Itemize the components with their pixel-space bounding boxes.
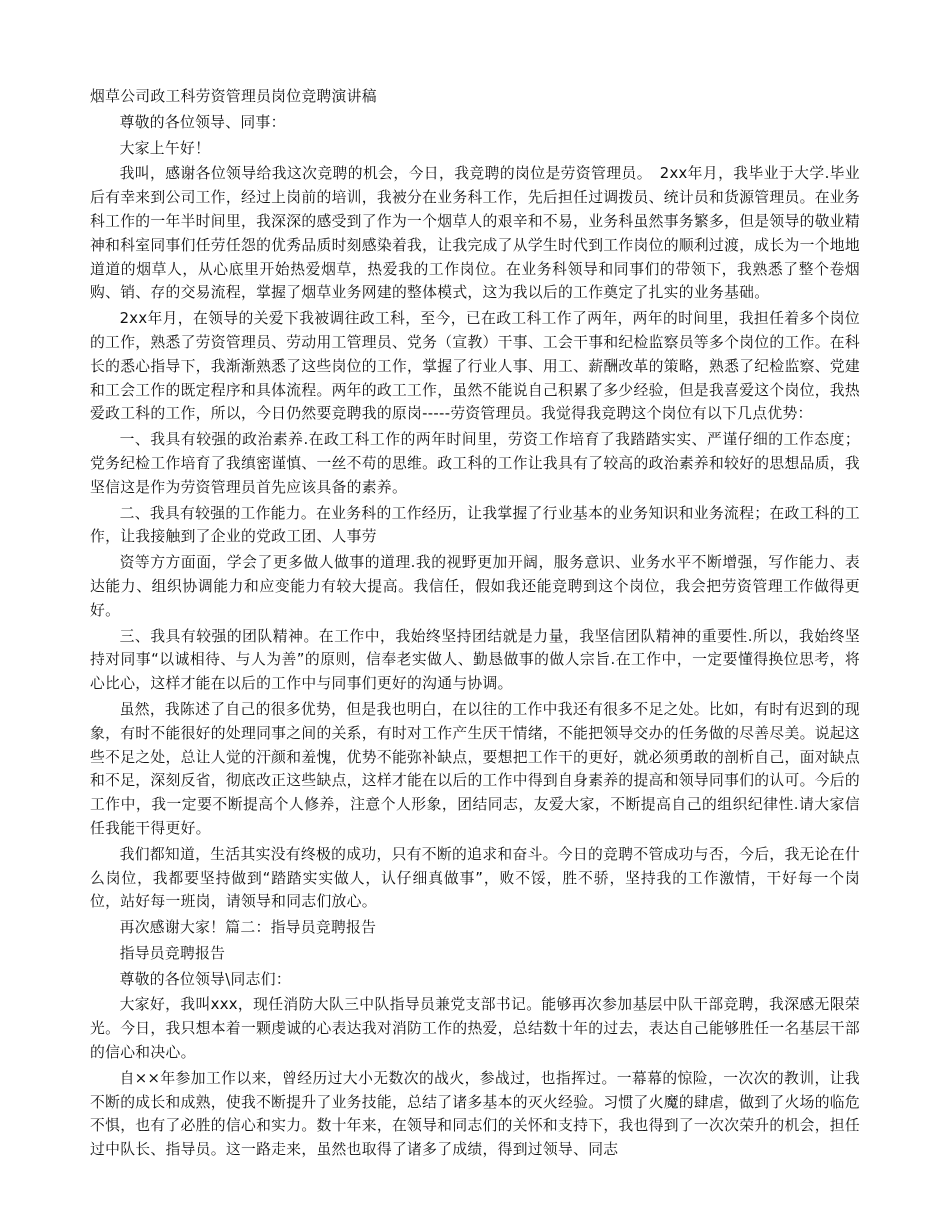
paragraph: 自××年参加工作以来，曾经历过大小无数次的战火，参战过，也指挥过。一幕幕的惊险，一次次的教训，让我不断的成长和成熟，使我不断提升了业务技能，总结了诸多基本的灭火经验。习惯了火魔的肆虐，做到了火场的临危不惧，也有了必胜的信心和实力。数十年来，在领导和同志们的关怀和支持下，我也得到了一次次荣升的机会，担任过中队长、指导员。这一路走来，虽然也取得了诸多了成绩，得到过领导、同志	[90, 1069, 860, 1159]
paragraph: 大家好，我叫xxx，现任消防大队三中队指导员兼党支部书记。能够再次参加基层中队干部竞聘，我深感无限荣光。今日，我只想本着一颗虔诚的心表达我对消防工作的热爱，总结数十年的过去，表达自己能够胜任一名基层干部的信心和决心。	[90, 996, 860, 1062]
paragraph: 资等方方面面，学会了更多做人做事的道理.我的视野更加开阔，服务意识、业务水平不断增强，写作能力、表达能力、组织协调能力和应变能力有较大提高。我信任，假如我还能竞聘到这个岗位，我会把劳资管理工作做得更好。	[90, 554, 860, 619]
paragraph: 2xx年月，在领导的关爱下我被调往政工科，至今，已在政工科工作了两年，两年的时间里，我担任着多个岗位的工作，熟悉了劳资管理员、劳动用工管理员、党务（宣教）干事、工会干事和纪检监察员等多个岗位的工作。在科长的悉心指导下，我渐渐熟悉了这些岗位的工作，掌握了行业人事、用工、薪酬改革的策略，熟悉了纪检监察、党建和工会工作的既定程序和具体流程。两年的政工工作，虽然不能说自己积累了多少经验，但是我喜爱这个岗位，我热爱政工科的工作，所以，今日仍然要竞聘我的原岗-----劳资管理员。我觉得我竞聘这个岗位有以下几点优势：	[90, 310, 860, 423]
paragraph: 二、我具有较强的工作能力。在业务科的工作经历，让我掌握了行业基本的业务知识和业务流程；在政工科的工作，让我接触到了企业的党政工团、人事劳	[90, 504, 860, 546]
paragraph: 虽然，我陈述了自己的很多优势，但是我也明白，在以往的工作中我还有很多不足之处。比如，有时有迟到的现象，有时不能很好的处理同事之间的关系，有时对工作产生厌干情绪，不能把领导交办的任务做的尽善尽美。说起这些不足之处，总让人觉的汗颜和羞愧，优势不能弥补缺点，要想把工作干的更好，就必须勇敢的剖析自己，面对缺点和不足，深刻反省，彻底改正这些缺点，这样才能在以后的工作中得到自身素养的提高和领导同事们的认可。今后的工作中，我一定要不断提高个人修养，注意个人形象，团结同志，友爱大家，不断提高自己的组织纪律性.请大家信任我能干得更好。	[90, 700, 860, 837]
salutation: 尊敬的各位领导、同事：	[119, 113, 286, 131]
section-title: 指导员竞聘报告	[119, 944, 226, 962]
salutation: 尊敬的各位领导\同志们：	[119, 970, 291, 988]
paragraph: 我们都知道，生活其实没有终极的成功，只有不断的追求和奋斗。今日的竞聘不管成功与否，今后，我无论在什么岗位，我都要坚持做到“踏踏实实做人，认仔细真做事”，败不馁，胜不骄，坚持我的工作激情，干好每一个岗位，站好每一班岗，请领导和同志们放心。	[90, 845, 860, 911]
paragraph: 一、我具有较强的政治素养.在政工科工作的两年时间里，劳资工作培育了我踏踏实实、严谨仔细的工作态度；党务纪检工作培育了我缜密谨慎、一丝不苟的思维。政工科的工作让我具有了较高的政治素养和较好的思想品质，我坚信这是作为劳资管理员首先应该具备的素养。	[90, 431, 860, 496]
closing-line: 再次感谢大家！篇二：指导员竞聘报告	[119, 919, 377, 937]
paragraph: 三、我具有较强的团队精神。在工作中，我始终坚持团结就是力量，我坚信团队精神的重要性.所以，我始终坚持对同事“以诚相待、与人为善”的原则，信奉老实做人、勤恳做事的做人宗旨.在工作中，一定要懂得换位思考，将心比心，这样才能在以后的工作中与同事们更好的沟通与协调。	[90, 627, 860, 693]
paragraph: 我叫，感谢各位领导给我这次竞聘的机会，今日，我竞聘的岗位是劳资管理员。 2xx年月，我毕业于大学.毕业后有幸来到公司工作，经过上岗前的培训，我被分在业务科工作，先后担任过调拨员、统计员和货源管理员。在业务科工作的一年半时间里，我深深的感受到了作为一个烟草人的艰辛和不易，业务科虽然事务繁多，但是领导的敬业精神和科室同事们任劳任怨的优秀品质时刻感染着我，让我完成了从学生时代到工作岗位的顺利过渡，成长为一个地地道道的烟草人，从心底里开始热爱烟草，热爱我的工作岗位。在业务科领导和同事们的带领下，我熟悉了整个卷烟购、销、存的交易流程，掌握了烟草业务网建的整体模式，这为我以后的工作奠定了扎实的业务基础。	[90, 165, 860, 302]
greeting: 大家上午好！	[119, 139, 211, 157]
document-title: 烟草公司政工科劳资管理员岗位竞聘演讲稿	[90, 88, 377, 105]
document-body	[90, 85, 860, 1164]
